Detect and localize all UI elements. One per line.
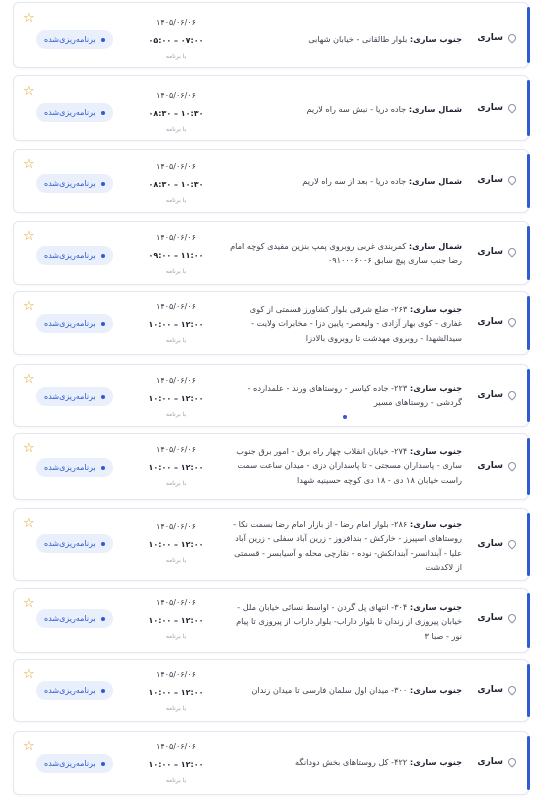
status-label: برنامه‌ریزی‌شده (44, 614, 96, 623)
time-column (138, 231, 214, 277)
city-name: ساری (477, 103, 503, 113)
status-label: برنامه‌ریزی‌شده (44, 392, 96, 401)
favorite-star-icon[interactable]: ☆ (23, 11, 35, 26)
outage-date: ۱۴۰۵/۰۶/۰۶ (156, 742, 196, 751)
status-badge (36, 246, 113, 265)
outage-time-range: ۰۸:۳۰ – ۱۰:۳۰ (148, 180, 204, 189)
address-detail: ۴۲۲- کل روستاهای بخش دودانگه (294, 757, 410, 767)
favorite-star-icon[interactable]: ☆ (23, 157, 35, 172)
status-dot-icon (101, 182, 105, 186)
status-label: برنامه‌ریزی‌شده (44, 35, 96, 44)
schedule-note: با برنامه (165, 705, 187, 712)
time-column (138, 160, 214, 206)
status-dot-icon (101, 111, 105, 115)
address-detail: بلوار طالقانی - خیابان شهابی (308, 34, 410, 44)
outage-card[interactable] (13, 433, 529, 500)
outage-address (226, 755, 462, 769)
area-label: شمال ساری: (408, 176, 462, 186)
city-label (477, 103, 516, 113)
address-detail: ۲۲۳- جاده کیاسر - روستاهای ورند - علمدارده - گردشی - روستاهای مسیر (247, 383, 462, 408)
outage-card[interactable] (13, 508, 529, 581)
outage-date: ۱۴۰۵/۰۶/۰۶ (156, 376, 196, 385)
time-column (138, 740, 214, 786)
city-name: ساری (477, 247, 503, 257)
city-label (477, 685, 516, 695)
location-pin-icon (506, 389, 517, 400)
time-column (138, 16, 214, 62)
city-name: ساری (477, 175, 503, 185)
city-label (477, 175, 516, 185)
outage-card[interactable] (13, 291, 529, 355)
schedule-note: با برنامه (165, 633, 187, 640)
location-pin-icon (506, 316, 517, 327)
outage-time-range: ۰۸:۳۰ – ۱۰:۳۰ (148, 109, 204, 118)
favorite-star-icon[interactable]: ☆ (23, 299, 35, 314)
outage-time-range: ۱۰:۰۰ – ۱۲:۰۰ (148, 760, 204, 769)
outage-time-range: ۱۰:۰۰ – ۱۲:۰۰ (148, 320, 204, 329)
favorite-star-icon[interactable]: ☆ (23, 84, 35, 99)
city-name: ساری (477, 685, 503, 695)
outage-date: ۱۴۰۵/۰۶/۰۶ (156, 670, 196, 679)
area-label: جنوب ساری: (409, 757, 462, 767)
schedule-note: با برنامه (165, 197, 187, 204)
location-pin-icon (506, 246, 517, 257)
outage-date: ۱۴۰۵/۰۶/۰۶ (156, 162, 196, 171)
location-pin-icon (506, 174, 517, 185)
time-column (138, 300, 214, 346)
outage-card[interactable] (13, 221, 529, 285)
outage-card[interactable] (13, 731, 529, 795)
time-column (138, 520, 214, 566)
favorite-star-icon[interactable]: ☆ (23, 667, 35, 682)
status-dot-icon (101, 689, 105, 693)
status-label: برنامه‌ریزی‌شده (44, 319, 96, 328)
city-label (477, 461, 516, 471)
time-column (138, 443, 214, 489)
outage-address (226, 102, 462, 116)
outage-time-range: ۱۰:۰۰ – ۱۲:۰۰ (148, 463, 204, 472)
status-badge (36, 458, 113, 477)
outage-card[interactable] (13, 588, 529, 653)
status-badge (36, 534, 113, 553)
outage-time-range: ۱۰:۰۰ – ۱۲:۰۰ (148, 616, 204, 625)
location-pin-icon (506, 32, 517, 43)
outage-date: ۱۴۰۵/۰۶/۰۶ (156, 445, 196, 454)
outage-date: ۱۴۰۵/۰۶/۰۶ (156, 91, 196, 100)
schedule-note: با برنامه (165, 480, 187, 487)
outage-time-range: ۰۵:۰۰ – ۰۷:۰۰ (148, 36, 204, 45)
status-label: برنامه‌ریزی‌شده (44, 179, 96, 188)
favorite-star-icon[interactable]: ☆ (23, 516, 35, 531)
outage-address (226, 239, 462, 268)
city-label (477, 247, 516, 257)
schedule-note: با برنامه (165, 53, 187, 60)
status-label: برنامه‌ریزی‌شده (44, 251, 96, 260)
location-pin-icon (506, 684, 517, 695)
outage-card[interactable] (13, 364, 529, 427)
status-badge (36, 174, 113, 193)
status-dot-icon (101, 617, 105, 621)
page-indicator-dot (343, 415, 347, 419)
city-label (477, 613, 516, 623)
favorite-star-icon[interactable]: ☆ (23, 596, 35, 611)
outage-time-range: ۱۰:۰۰ – ۱۲:۰۰ (148, 394, 204, 403)
area-label: جنوب ساری: (409, 383, 462, 393)
address-detail: ۲۶۳- ضلع شرقی بلوار کشاورز قسمتی از کوی غفاری - کوی بهار آزادی - ولیعصر- پایین دزا - مخابرات ولایت - سیدالشهدا - روبروی مهدشت تا روبروی بالادزا (249, 304, 462, 343)
outage-card[interactable] (13, 149, 529, 213)
favorite-star-icon[interactable]: ☆ (23, 372, 35, 387)
city-name: ساری (477, 390, 503, 400)
status-dot-icon (101, 762, 105, 766)
address-detail: ۲۸۶- بلوار امام رضا - از بازار امام رضا بسمت نکا - روستاهای اسپیرز - خارکش - بندافروز - زرین آباد سفلی - زرین آباد علیا - آبندانسر- آبندانکش- نوده - نقارچی محله و آسیابسر - قسمتی از لاکدشت (233, 519, 462, 572)
schedule-note: با برنامه (165, 777, 187, 784)
area-label: جنوب ساری: (409, 685, 462, 695)
outage-date: ۱۴۰۵/۰۶/۰۶ (156, 302, 196, 311)
area-label: شمال ساری: (408, 104, 462, 114)
address-detail: ۳۰۰- میدان اول سلمان فارسی تا میدان زندان (251, 685, 410, 695)
city-name: ساری (477, 461, 503, 471)
city-name: ساری (477, 757, 503, 767)
schedule-note: با برنامه (165, 126, 187, 133)
city-label (477, 33, 516, 43)
outage-time-range: ۰۹:۰۰ – ۱۱:۰۰ (148, 251, 204, 260)
status-label: برنامه‌ریزی‌شده (44, 759, 96, 768)
time-column (138, 374, 214, 420)
location-pin-icon (506, 460, 517, 471)
status-label: برنامه‌ریزی‌شده (44, 463, 96, 472)
city-name: ساری (477, 613, 503, 623)
status-dot-icon (101, 466, 105, 470)
area-label: جنوب ساری: (409, 34, 462, 44)
address-detail: ۲۷۴- خیابان انقلاب چهار راه برق - امور برق جنوب ساری - پاسداران مسجتی - تا پاسداران دزی - میدان ساعت سمت راست خیابان ۱۸ دی - ۱۸ دی کوچه حسینیه شهدا (236, 446, 462, 485)
location-pin-icon (506, 612, 517, 623)
status-label: برنامه‌ریزی‌شده (44, 539, 96, 548)
location-pin-icon (506, 756, 517, 767)
outage-card[interactable] (13, 2, 529, 68)
location-pin-icon (506, 102, 517, 113)
outage-address (226, 174, 462, 188)
city-name: ساری (477, 539, 503, 549)
outage-address (226, 444, 462, 487)
city-name: ساری (477, 33, 503, 43)
outage-date: ۱۴۰۵/۰۶/۰۶ (156, 522, 196, 531)
address-detail: ۳۰۴- انتهای پل گردن - اواسط نسائی خیابان ملل - خیابان پیروزی از زندان تا بلوار داراب- بلوار داراب از پیروزی تا پیام نور - صبا ۳ (236, 602, 462, 641)
outage-date: ۱۴۰۵/۰۶/۰۶ (156, 598, 196, 607)
status-badge (36, 681, 113, 700)
outage-date: ۱۴۰۵/۰۶/۰۶ (156, 233, 196, 242)
status-dot-icon (101, 254, 105, 258)
area-label: جنوب ساری: (409, 602, 462, 612)
outage-date: ۱۴۰۵/۰۶/۰۶ (156, 18, 196, 27)
city-label (477, 390, 516, 400)
city-label (477, 757, 516, 767)
address-detail: کمربندی غربی روبروی پمپ بنزین مفیدی کوچه امام رضا جنب ساری پیچ سابق ۰۹۱۰۰۰۶۰۰۶ (230, 241, 462, 266)
outage-address (226, 302, 462, 345)
address-detail: جاده دریا - نبش سه راه لاریم (306, 104, 409, 114)
status-badge (36, 609, 113, 628)
favorite-star-icon[interactable]: ☆ (23, 739, 35, 754)
outage-address (226, 517, 462, 574)
status-dot-icon (101, 322, 105, 326)
status-badge (36, 30, 113, 49)
outage-card[interactable] (13, 659, 529, 722)
outage-address (226, 683, 462, 697)
status-badge (36, 387, 113, 406)
status-label: برنامه‌ریزی‌شده (44, 108, 96, 117)
schedule-note: با برنامه (165, 337, 187, 344)
city-label (477, 539, 516, 549)
outage-card[interactable] (13, 75, 529, 141)
area-label: جنوب ساری: (409, 519, 462, 529)
status-dot-icon (101, 395, 105, 399)
area-label: شمال ساری: (408, 241, 462, 251)
outage-address (226, 32, 462, 46)
status-badge (36, 754, 113, 773)
favorite-star-icon[interactable]: ☆ (23, 229, 35, 244)
favorite-star-icon[interactable]: ☆ (23, 441, 35, 456)
schedule-note: با برنامه (165, 411, 187, 418)
address-detail: جاده دریا - بعد از سه راه لاریم (302, 176, 409, 186)
city-label (477, 317, 516, 327)
status-badge (36, 314, 113, 333)
outage-address (226, 381, 462, 410)
status-badge (36, 103, 113, 122)
schedule-note: با برنامه (165, 557, 187, 564)
time-column (138, 668, 214, 714)
time-column (138, 596, 214, 642)
status-label: برنامه‌ریزی‌شده (44, 686, 96, 695)
location-pin-icon (506, 538, 517, 549)
outage-time-range: ۱۰:۰۰ – ۱۲:۰۰ (148, 540, 204, 549)
time-column (138, 89, 214, 135)
area-label: جنوب ساری: (409, 446, 462, 456)
outage-time-range: ۱۰:۰۰ – ۱۲:۰۰ (148, 688, 204, 697)
city-name: ساری (477, 317, 503, 327)
status-dot-icon (101, 542, 105, 546)
area-label: جنوب ساری: (409, 304, 462, 314)
outage-address (226, 600, 462, 643)
schedule-note: با برنامه (165, 268, 187, 275)
status-dot-icon (101, 38, 105, 42)
